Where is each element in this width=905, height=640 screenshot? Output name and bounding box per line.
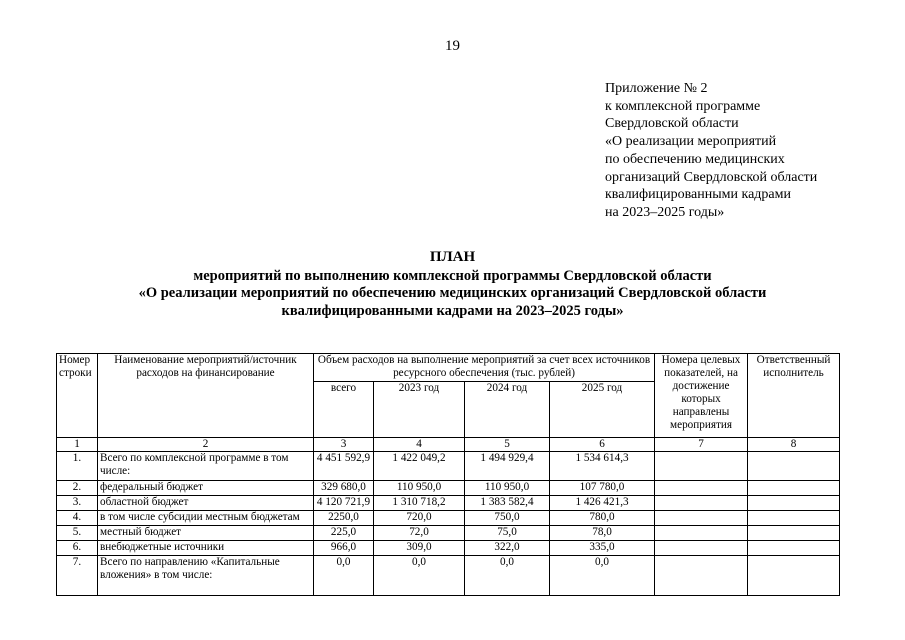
header-name: Наименование мероприятий/источник расходов на финансирование (98, 354, 314, 438)
row-2025: 780,0 (550, 511, 655, 526)
row-number: 3. (57, 496, 98, 511)
row-2024: 75,0 (465, 526, 550, 541)
row-2024: 322,0 (465, 541, 550, 556)
page-number: 19 (445, 38, 460, 54)
column-number: 4 (374, 438, 465, 452)
row-targets (655, 511, 748, 526)
row-total: 4 451 592,9 (314, 452, 374, 481)
appendix-line: на 2023–2025 годы» (605, 204, 725, 220)
row-targets (655, 452, 748, 481)
appendix-line: Свердловской области (605, 116, 739, 132)
column-number: 2 (98, 438, 314, 452)
row-number: 1. (57, 452, 98, 481)
header-total: всего (314, 382, 374, 438)
row-2023: 110 950,0 (374, 481, 465, 496)
row-targets (655, 541, 748, 556)
row-2025: 335,0 (550, 541, 655, 556)
row-name: местный бюджет (98, 526, 314, 541)
row-2023: 0,0 (374, 556, 465, 596)
appendix-line: «О реализации мероприятий (605, 134, 777, 150)
header-2024: 2024 год (465, 382, 550, 438)
table-row (57, 481, 840, 496)
header-row-no: Номер строки (57, 354, 98, 438)
row-name: Всего по направлению «Капитальные вложения» в том числе: (98, 556, 314, 596)
row-2024: 1 383 582,4 (465, 496, 550, 511)
column-number: 7 (655, 438, 748, 452)
header-2023: 2023 год (374, 382, 465, 438)
row-2025: 78,0 (550, 526, 655, 541)
plan-title-line: квалифицированными кадрами на 2023–2025 годы» (281, 302, 624, 319)
row-2025: 1 426 421,3 (550, 496, 655, 511)
row-total: 2250,0 (314, 511, 374, 526)
row-name: федеральный бюджет (98, 481, 314, 496)
row-total: 4 120 721,9 (314, 496, 374, 511)
appendix-line: квалифицированными кадрами (605, 187, 791, 203)
row-2024: 0,0 (465, 556, 550, 596)
table-row (57, 496, 840, 511)
header-responsible: Ответственный исполнитель (748, 354, 840, 438)
row-total: 0,0 (314, 556, 374, 596)
row-name: Всего по комплексной программе в том числе: (98, 452, 314, 481)
row-total: 225,0 (314, 526, 374, 541)
header-targets: Номера целевых показателей, на достижение которых направлены мероприятия (655, 354, 748, 438)
table-row (57, 556, 840, 596)
row-responsible (748, 452, 840, 481)
row-2025: 107 780,0 (550, 481, 655, 496)
row-name: внебюджетные источники (98, 541, 314, 556)
table-row (57, 541, 840, 556)
row-total: 329 680,0 (314, 481, 374, 496)
plan-title-line: мероприятий по выполнению комплексной программы Свердловской области (193, 267, 712, 284)
row-responsible (748, 526, 840, 541)
row-2024: 750,0 (465, 511, 550, 526)
row-2025: 1 534 614,3 (550, 452, 655, 481)
row-name: областной бюджет (98, 496, 314, 511)
column-number: 6 (550, 438, 655, 452)
row-number: 6. (57, 541, 98, 556)
appendix-line: к комплексной программе (605, 98, 761, 114)
row-number: 7. (57, 556, 98, 596)
row-2024: 110 950,0 (465, 481, 550, 496)
row-targets (655, 481, 748, 496)
row-2023: 720,0 (374, 511, 465, 526)
row-targets (655, 496, 748, 511)
plan-table (56, 353, 840, 596)
row-2023: 1 422 049,2 (374, 452, 465, 481)
row-2023: 1 310 718,2 (374, 496, 465, 511)
appendix-line: Приложение № 2 (605, 81, 708, 96)
row-responsible (748, 481, 840, 496)
row-responsible (748, 541, 840, 556)
table-row (57, 526, 840, 541)
table-row (57, 452, 840, 481)
column-number-row (57, 438, 840, 452)
row-name: в том числе субсидии местным бюджетам (98, 511, 314, 526)
column-number: 5 (465, 438, 550, 452)
column-number: 8 (748, 438, 840, 452)
row-2024: 1 494 929,4 (465, 452, 550, 481)
row-targets (655, 556, 748, 596)
row-number: 4. (57, 511, 98, 526)
row-number: 2. (57, 481, 98, 496)
appendix-line: организаций Свердловской области (605, 169, 818, 185)
table-row (57, 511, 840, 526)
row-total: 966,0 (314, 541, 374, 556)
row-2023: 72,0 (374, 526, 465, 541)
header-volume: Объем расходов на выполнение мероприятий за счет всех источников ресурсного обеспечения (тыс. рублей) (314, 354, 655, 382)
row-2023: 309,0 (374, 541, 465, 556)
row-responsible (748, 556, 840, 596)
plan-title (0, 249, 905, 320)
row-2025: 0,0 (550, 556, 655, 596)
header-2025: 2025 год (550, 382, 655, 438)
appendix-caption (605, 80, 895, 222)
row-targets (655, 526, 748, 541)
row-responsible (748, 511, 840, 526)
plan-title-head: ПЛАН (429, 249, 476, 265)
column-number: 3 (314, 438, 374, 452)
appendix-line: по обеспечению медицинских (605, 151, 785, 167)
row-number: 5. (57, 526, 98, 541)
row-responsible (748, 496, 840, 511)
column-number: 1 (57, 438, 98, 452)
plan-title-line: «О реализации мероприятий по обеспечению медицинских организаций Свердловской области (138, 285, 767, 301)
